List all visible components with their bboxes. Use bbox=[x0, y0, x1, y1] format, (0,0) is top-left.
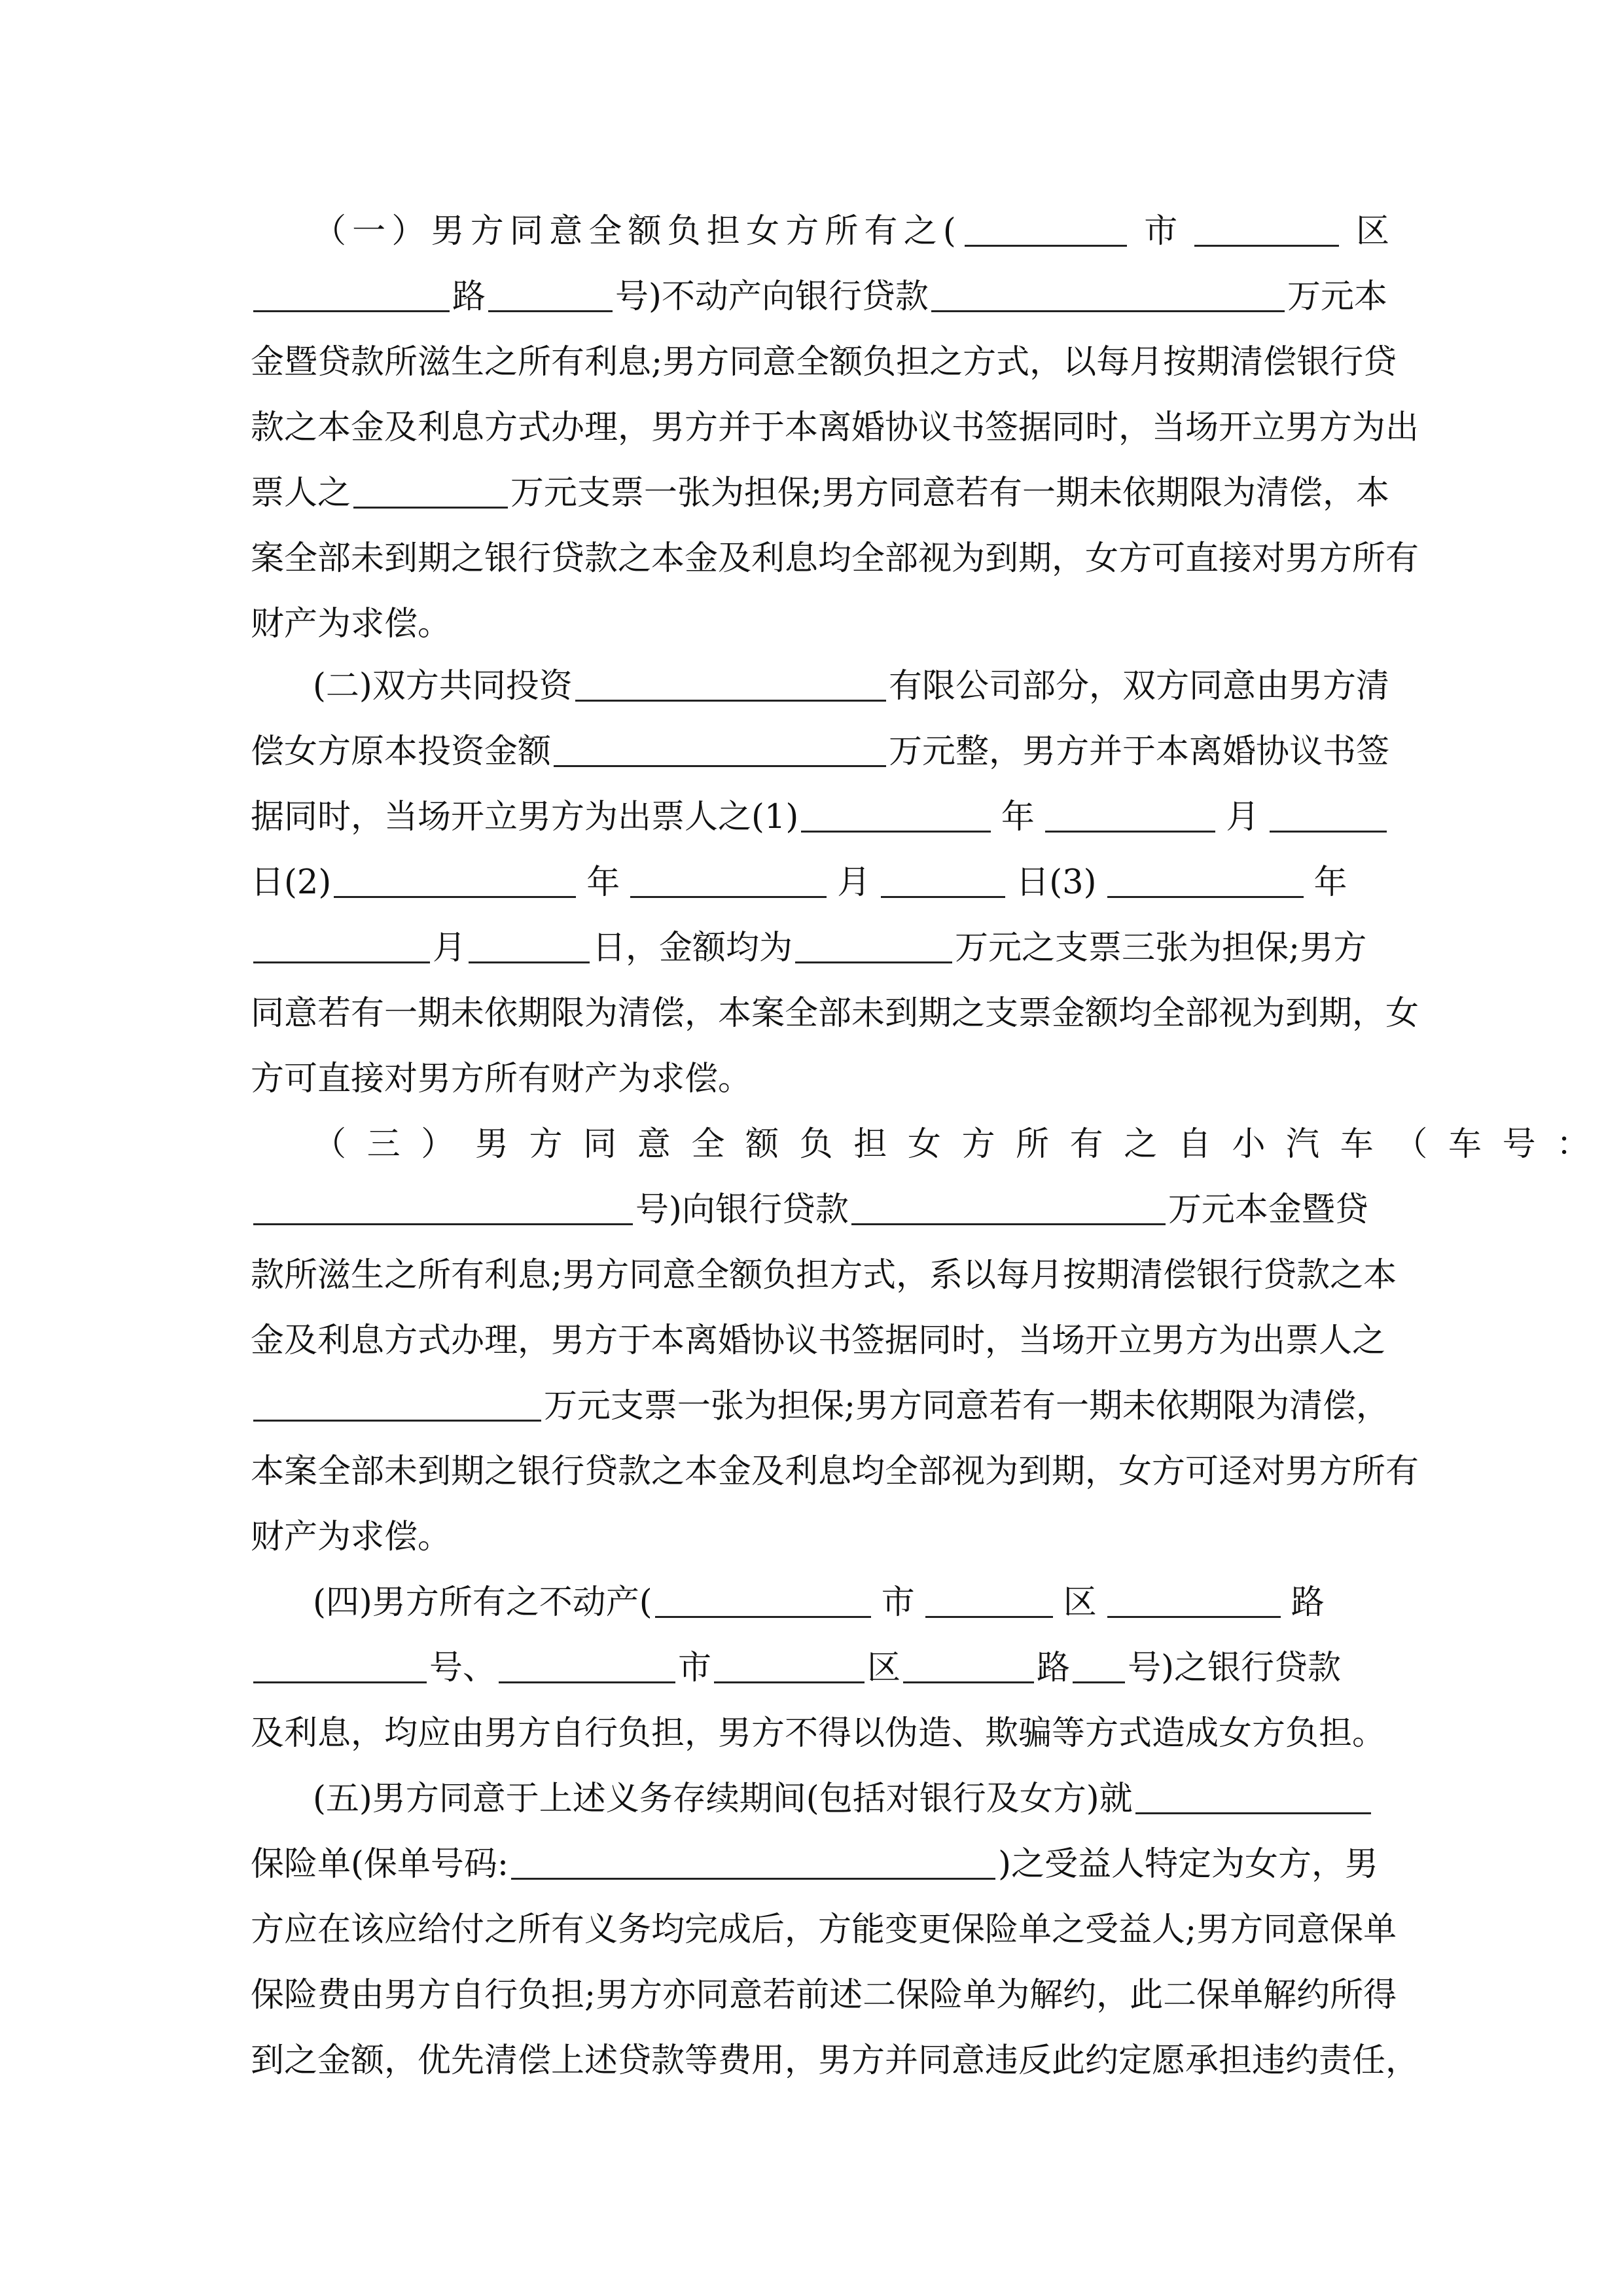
text: 款之本金及利息方式办理，男方并于本离婚协议书签据同时，当场开立男方为出 bbox=[251, 408, 1419, 447]
text: 路 bbox=[1291, 1583, 1325, 1622]
blank-field bbox=[795, 929, 952, 963]
text: 万元之支票三张为担保;男方 bbox=[955, 929, 1367, 967]
clause-1-line-3 bbox=[251, 331, 1397, 383]
text: (四)男方所有之不动产( bbox=[313, 1583, 652, 1622]
clause-3-line-7 bbox=[251, 1505, 1389, 1558]
text: 款所滋生之所有利息;男方同意全额负担方式，系以每月按期清偿银行贷款之本 bbox=[251, 1256, 1397, 1295]
clause-3-line-4 bbox=[251, 1309, 1389, 1361]
text: 方可直接对男方所有财产为求偿。 bbox=[251, 1060, 752, 1098]
blank-field bbox=[1045, 798, 1216, 833]
blank-field bbox=[655, 1583, 871, 1618]
text: 偿女方原本投资金额 bbox=[251, 732, 552, 771]
blank-field bbox=[253, 1387, 541, 1422]
blank-field bbox=[1135, 1780, 1371, 1814]
clause-2-line-5 bbox=[251, 916, 1389, 969]
clause-2-line-1 bbox=[313, 655, 1389, 707]
text: 年 bbox=[586, 863, 620, 902]
clause-3-line-3 bbox=[251, 1244, 1397, 1296]
blank-field bbox=[1194, 212, 1339, 247]
blank-field bbox=[1107, 863, 1304, 898]
blank-field bbox=[801, 798, 991, 833]
text: 号)不动产向银行贷款 bbox=[615, 278, 929, 316]
blank-field bbox=[1073, 1649, 1125, 1683]
text: 金及利息方式办理，男方于本离婚协议书签据同时，当场开立男方为出票人之 bbox=[251, 1321, 1386, 1360]
clause-1-line-7 bbox=[251, 592, 1389, 645]
text: 号、 bbox=[429, 1649, 497, 1687]
text: 方应在该应给付之所有义务均完成后，方能变更保险单之受益人;男方同意保单 bbox=[251, 1910, 1397, 1949]
blank-field bbox=[253, 1191, 633, 1225]
clause-2-line-7 bbox=[251, 1047, 1389, 1100]
blank-field bbox=[253, 1649, 427, 1683]
blank-field bbox=[1270, 798, 1387, 833]
text: 区 bbox=[1355, 212, 1389, 251]
clause-1-line-6 bbox=[251, 527, 1419, 579]
text: 金暨贷款所滋生之所有利息;男方同意全额负担之方式，以每月按期清偿银行贷 bbox=[251, 343, 1397, 382]
clause-2-line-3 bbox=[251, 785, 1389, 838]
text: 月 bbox=[1226, 798, 1260, 836]
clause-2-line-4 bbox=[251, 851, 1389, 903]
text: 及利息，均应由男方自行负担，男方不得以伪造、欺骗等方式造成女方负担。 bbox=[251, 1714, 1386, 1753]
clause-1-line-2 bbox=[251, 265, 1389, 317]
text: )之受益人特定为女方，男 bbox=[998, 1845, 1378, 1884]
text: 本案全部未到期之银行贷款之本金及利息均全部视为到期，女方可迳对男方所有 bbox=[251, 1452, 1419, 1491]
text: 财产为求偿。 bbox=[251, 605, 452, 643]
blank-field bbox=[353, 474, 508, 509]
text: 万元本 bbox=[1287, 278, 1387, 316]
text: 路 bbox=[1037, 1649, 1071, 1687]
clause-4-line-3 bbox=[251, 1702, 1389, 1754]
text: 日(2) bbox=[251, 863, 332, 902]
text: 市 bbox=[1144, 212, 1178, 251]
text: 万元整，男方并于本离婚协议书签 bbox=[888, 732, 1389, 771]
blank-field bbox=[253, 278, 450, 312]
blank-field bbox=[554, 732, 886, 767]
text: 月 bbox=[433, 929, 467, 967]
clause-5-line-1 bbox=[313, 1767, 1389, 1820]
blank-field bbox=[575, 667, 886, 702]
text: 票人之 bbox=[251, 474, 351, 512]
clause-3-line-1 bbox=[313, 1113, 1611, 1165]
text: 月 bbox=[837, 863, 871, 902]
text: 日，金额均为 bbox=[592, 929, 793, 967]
text: 市 bbox=[678, 1649, 712, 1687]
blank-field bbox=[334, 863, 576, 898]
blank-field bbox=[925, 1583, 1053, 1618]
text: 号)向银行贷款 bbox=[635, 1191, 849, 1229]
clause-5-line-2 bbox=[251, 1833, 1389, 1885]
blank-field bbox=[881, 863, 1005, 898]
blank-field bbox=[499, 1649, 675, 1683]
blank-field bbox=[851, 1191, 1166, 1225]
text: 万元支票一张为担保;男方同意若有一期未依期限为清偿， bbox=[543, 1387, 1389, 1426]
text: 同意若有一期未依期限为清偿，本案全部未到期之支票金额均全部视为到期，女 bbox=[251, 994, 1419, 1033]
blank-field bbox=[931, 278, 1285, 312]
clause-3-line-6 bbox=[251, 1440, 1419, 1492]
text: 区 bbox=[1063, 1583, 1097, 1622]
blank-field bbox=[1107, 1583, 1281, 1618]
text: 万元本金暨贷 bbox=[1168, 1191, 1368, 1229]
text: 路 bbox=[452, 278, 486, 316]
text: 到之金额，优先清偿上述贷款等费用，男方并同意违反此约定愿承担违约责任， bbox=[251, 2041, 1419, 2080]
text: 案全部未到期之银行贷款之本金及利息均全部视为到期，女方可直接对男方所有 bbox=[251, 539, 1419, 578]
text: 年 bbox=[1001, 798, 1035, 836]
clause-4-line-1 bbox=[313, 1571, 1389, 1623]
blank-field bbox=[630, 863, 827, 898]
clause-5-line-5 bbox=[251, 2029, 1419, 2081]
blank-field bbox=[511, 1845, 995, 1880]
clause-1-line-5 bbox=[251, 461, 1389, 514]
clause-5-line-4 bbox=[251, 1964, 1397, 2016]
clause-5-line-3 bbox=[251, 1898, 1397, 1950]
blank-field bbox=[965, 212, 1127, 247]
text: 财产为求偿。 bbox=[251, 1518, 452, 1556]
clause-1-line-4 bbox=[251, 396, 1419, 448]
text: （三）男方同意全额负担女方所有之自小汽车（车号： bbox=[313, 1125, 1611, 1164]
text: 日(3) bbox=[1016, 863, 1097, 902]
text: 号)之银行贷款 bbox=[1128, 1649, 1341, 1687]
text: (二)双方共同投资 bbox=[313, 667, 573, 706]
blank-field bbox=[714, 1649, 865, 1683]
text: 保险单(保单号码: bbox=[251, 1845, 509, 1884]
clause-3-line-5 bbox=[251, 1374, 1389, 1427]
clause-4-line-2 bbox=[251, 1636, 1389, 1689]
clause-3-line-2 bbox=[251, 1178, 1389, 1230]
blank-field bbox=[469, 929, 590, 963]
text: (五)男方同意于上述义务存续期间(包括对银行及女方)就 bbox=[313, 1780, 1133, 1818]
text: 年 bbox=[1313, 863, 1347, 902]
text: 区 bbox=[867, 1649, 901, 1687]
clause-2-line-6 bbox=[251, 982, 1419, 1034]
clause-2-line-2 bbox=[251, 720, 1389, 772]
blank-field bbox=[488, 278, 613, 312]
clause-1-line-1 bbox=[313, 200, 1389, 252]
blank-field bbox=[903, 1649, 1034, 1683]
text: （一）男方同意全额负担女方所有之( bbox=[313, 212, 962, 251]
text: 市 bbox=[881, 1583, 915, 1622]
text: 有限公司部分，双方同意由男方清 bbox=[888, 667, 1389, 706]
text: 保险费由男方自行负担;男方亦同意若前述二保险单为解约，此二保单解约所得 bbox=[251, 1976, 1397, 2015]
text: 据同时，当场开立男方为出票人之(1) bbox=[251, 798, 799, 836]
blank-field bbox=[253, 929, 430, 963]
text: 万元支票一张为担保;男方同意若有一期未依期限为清偿，本 bbox=[510, 474, 1389, 512]
